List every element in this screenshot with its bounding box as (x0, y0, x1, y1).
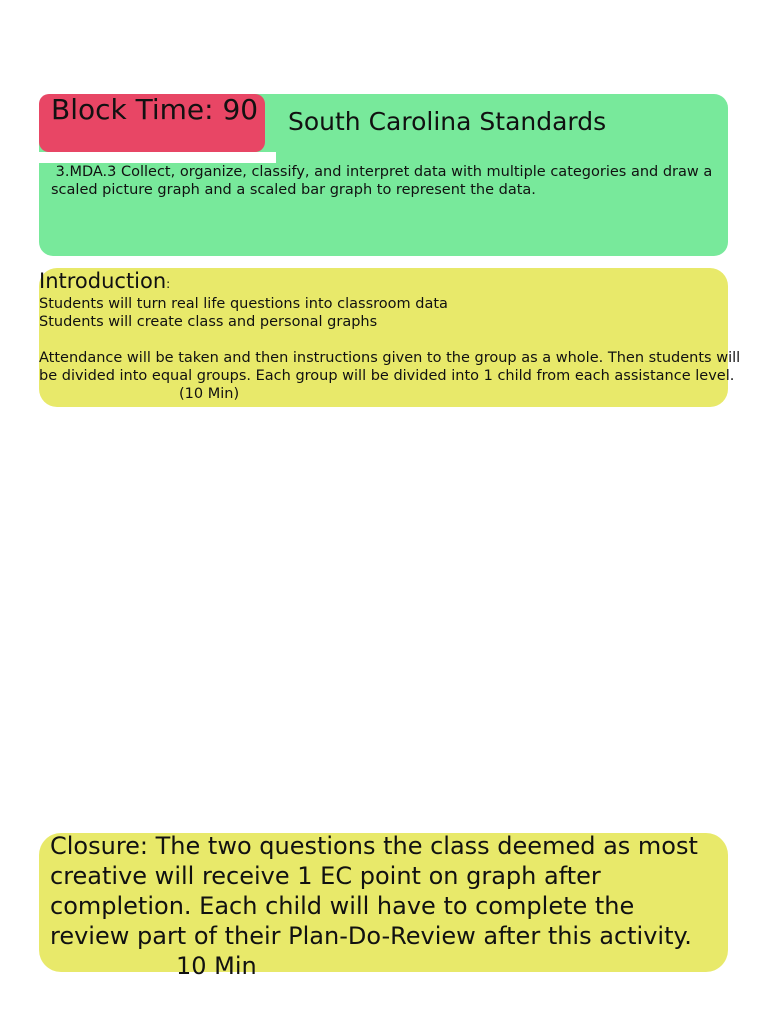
introduction-paragraph-text: Attendance will be taken and then instructions given to the group as a whole. Then students will be divided into equal groups. Each group will be divided into 1 child from each assistance level. (39, 350, 741, 384)
introduction-time: (10 Min) (179, 386, 240, 402)
block-time-gap (39, 152, 276, 163)
introduction-body (39, 295, 751, 403)
introduction-line: Students will turn real life questions into classroom data (39, 296, 448, 312)
standards-title: South Carolina Standards (288, 107, 607, 136)
closure-text-content: Closure: The two questions the class deemed as most creative will receive 1 EC point on graph after completion. Each child will have to complete the review part of their Plan-Do-Review after this activity. (50, 832, 698, 950)
block-time-box (39, 94, 265, 152)
introduction-heading-text: Introduction (39, 269, 167, 293)
introduction-line: Students will create class and personal graphs (39, 314, 378, 330)
introduction-paragraph (39, 349, 751, 403)
block-time-label: Block Time: 90 (51, 94, 259, 126)
closure-time: 10 Min (176, 952, 257, 980)
standards-text (51, 163, 716, 199)
introduction-spacer (39, 331, 751, 349)
closure-text (50, 831, 720, 981)
introduction-heading (39, 268, 170, 297)
introduction-heading-colon: : (166, 277, 171, 291)
standards-text-content: 3.MDA.3 Collect, organize, classify, and interpret data with multiple categories and draw a scaled picture graph and a scaled bar graph to represent the data. (51, 164, 713, 198)
